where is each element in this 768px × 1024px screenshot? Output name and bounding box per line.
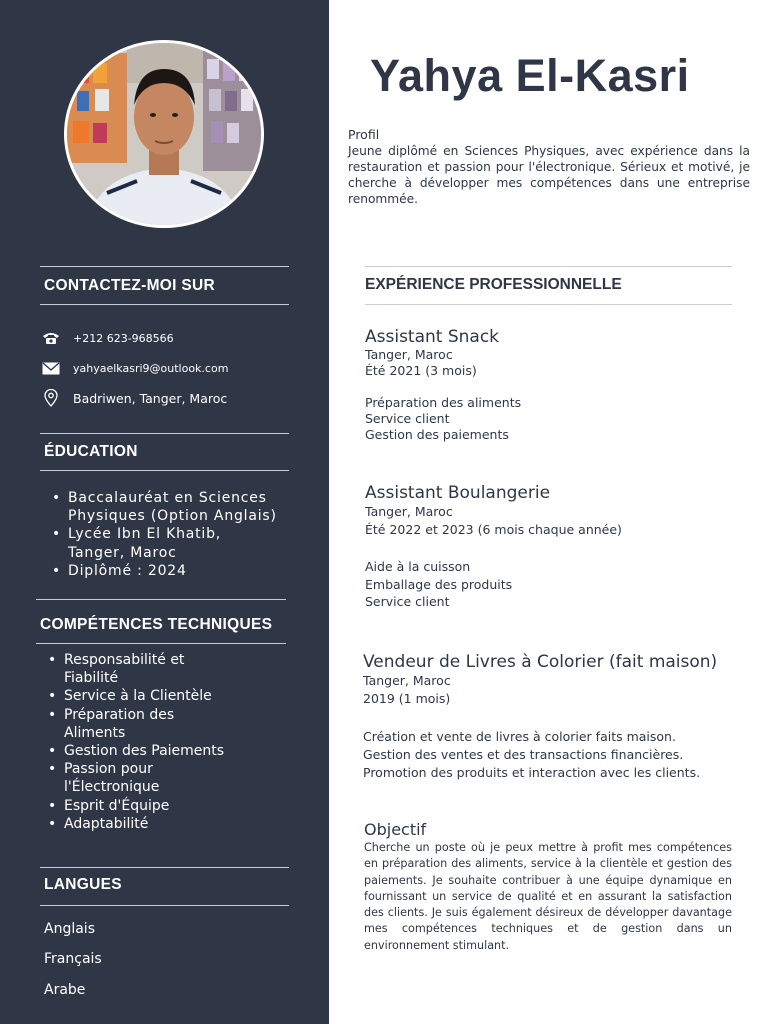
profile-label: Profil: [348, 127, 380, 142]
education-item: • Baccalauréat en Sciences Physiques (Option Anglais): [48, 489, 318, 525]
skill-item: • Esprit d'Équipe: [44, 797, 314, 815]
job-title: Assistant Snack: [365, 327, 500, 347]
profile-photo: [64, 40, 264, 228]
job-task: Service client: [365, 411, 450, 426]
objective-text: Cherche un poste où je peux mettre à profit mes compétences en préparation des aliments, service à la clientèle et gestion des paiements. Je souhaite contribuer à une équipe dynamique en fournissant un service de qualité et en assurant la satisfaction des clients. Je suis également désireux de développer davantage mes compétences techniques et de gestion dans un environnement stimulant.: [364, 841, 732, 952]
job-task: Création et vente de livres à colorier faits maison.: [363, 729, 676, 744]
skills-list: [44, 651, 314, 833]
education-item: • Diplômé : 2024: [48, 562, 318, 580]
job-period: Été 2022 et 2023 (6 mois chaque année): [365, 521, 622, 537]
job-task: Préparation des aliments: [365, 395, 522, 410]
language-item: Français: [44, 951, 102, 967]
contact-address: [40, 388, 227, 408]
job-entry: [365, 483, 622, 611]
contact-heading: CONTACTEZ-MOI SUR: [44, 277, 215, 294]
skill-item: • Adaptabilité: [44, 815, 314, 833]
education-heading: ÉDUCATION: [44, 443, 138, 460]
job-period: 2019 (1 mois): [363, 691, 451, 706]
email-address: yahyaelkasri9@outlook.com: [73, 361, 229, 375]
phone-icon: [40, 330, 62, 346]
divider: [36, 643, 286, 644]
job-task: Gestion des paiements: [365, 427, 509, 442]
language-item: Anglais: [44, 921, 95, 937]
objective-title: Objectif: [364, 820, 427, 839]
divider: [40, 470, 289, 471]
education-list: [48, 489, 318, 580]
profile-summary: Jeune diplômé en Sciences Physiques, avec expérience dans la restauration et passion pour l'électronique. Sérieux et motivé, je cherche à développer mes compétences dans une entreprise renommée.: [348, 144, 750, 206]
skill-item: • Service à la Clientèle: [44, 687, 314, 705]
divider: [40, 304, 289, 305]
divider: [40, 867, 289, 868]
job-entry: [365, 327, 521, 443]
divider: [365, 304, 732, 305]
contact-phone[interactable]: [40, 328, 174, 348]
job-task: Emballage des produits: [365, 576, 513, 592]
divider: [365, 266, 732, 267]
phone-number: +212 623-968566: [73, 331, 174, 345]
languages-heading: LANGUES: [44, 876, 122, 893]
job-location: Tanger, Maroc: [365, 504, 453, 519]
job-task: Promotion des produits et interaction avec les clients.: [363, 765, 701, 780]
divider: [40, 905, 289, 906]
job-title: Vendeur de Livres à Colorier (fait maison): [363, 652, 718, 672]
job-location: Tanger, Maroc: [365, 347, 453, 362]
skill-item: • Responsabilité et Fiabilité: [44, 651, 314, 687]
address: Badriwen, Tanger, Maroc: [73, 390, 228, 406]
skill-item: • Préparation des Aliments: [44, 706, 314, 742]
skill-item: • Passion pour l'Électronique: [44, 760, 314, 796]
job-task: Service client: [365, 594, 450, 609]
skills-heading: COMPÉTENCES TECHNIQUES: [40, 616, 273, 633]
skill-item: • Gestion des Paiements: [44, 742, 314, 760]
location-pin-icon: [40, 390, 62, 406]
experience-heading: EXPÉRIENCE PROFESSIONNELLE: [365, 276, 622, 293]
candidate-name: Yahya El-Kasri: [370, 50, 690, 101]
divider: [36, 599, 286, 600]
job-task: Gestion des ventes et des transactions financières.: [363, 747, 684, 762]
job-period: Été 2021 (3 mois): [365, 363, 477, 378]
job-task: Aide à la cuisson: [365, 559, 471, 574]
sidebar: [0, 0, 329, 1024]
mail-icon: [40, 360, 62, 376]
divider: [40, 433, 289, 434]
contact-email[interactable]: [40, 358, 228, 378]
education-item: • Lycée Ibn El Khatib, Tanger, Maroc: [48, 525, 318, 561]
job-entry: [363, 652, 717, 782]
job-location: Tanger, Maroc: [363, 673, 451, 688]
divider: [40, 266, 289, 267]
language-item: Arabe: [44, 982, 86, 998]
job-title: Assistant Boulangerie: [365, 483, 551, 503]
